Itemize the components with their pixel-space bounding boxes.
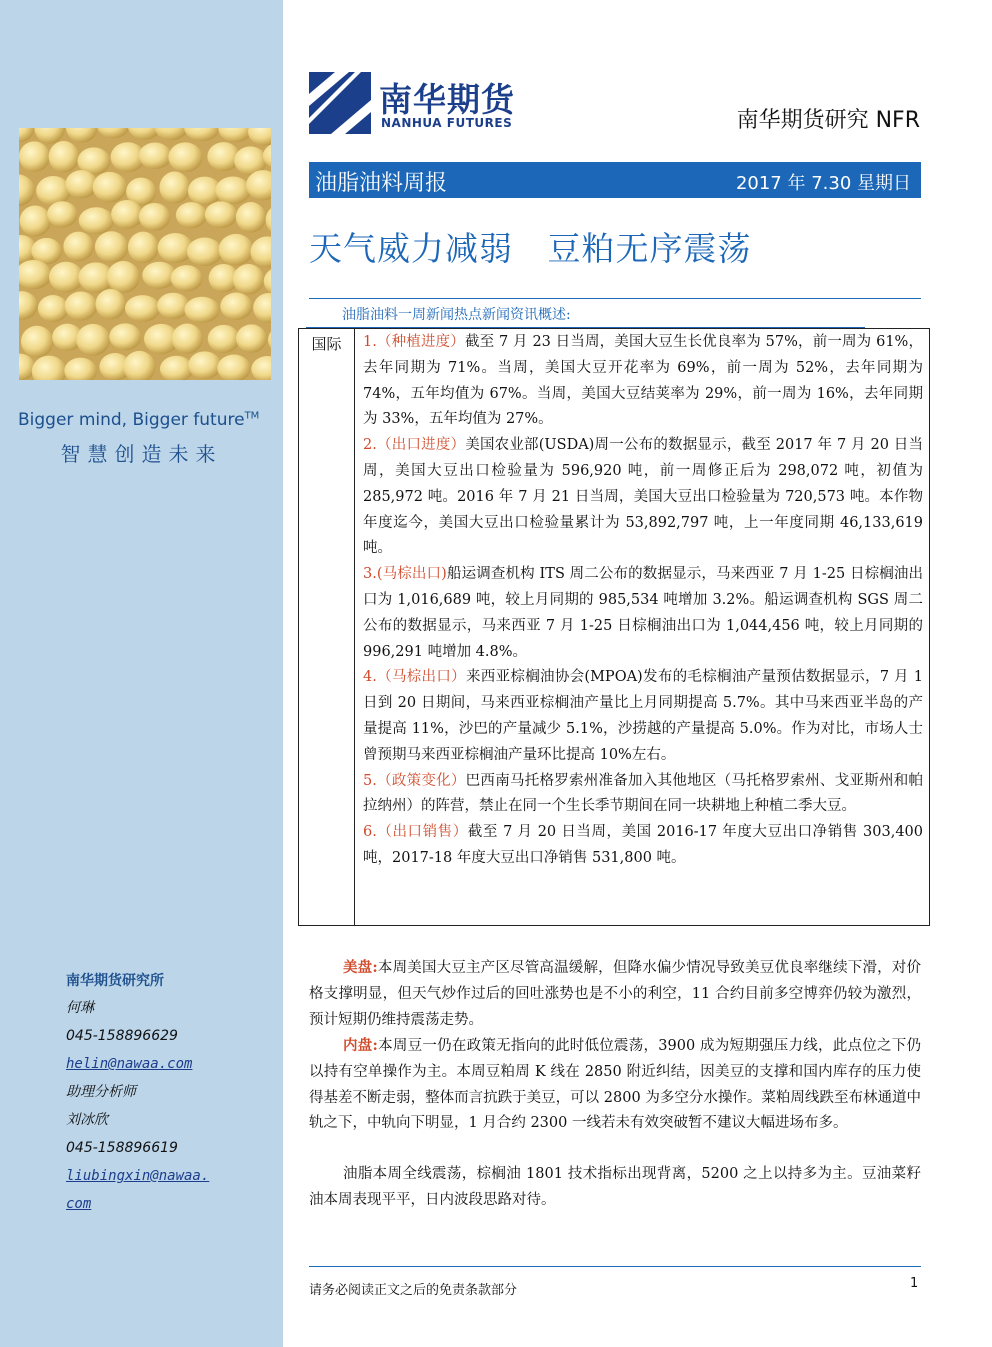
news-item-text: 美国农业部(USDA)周一公布的数据显示，截至 2017 年 7 月 20 日当周，美国大豆出口检验量为 596,920 吨，前一周修正后为 298,072 吨，初值为 285,972 吨。2016 年 7 月 21 日当周，美国大豆出口检验量为 720,573 吨。本作物年度迄今，美国大豆出口检验量累计为 53,892,797 吨，上一年度同期 46,133,619 吨。 — [363, 437, 923, 557]
soybean — [128, 232, 159, 263]
report-headline: 天气威力减弱 豆粕无序震荡 — [309, 229, 752, 268]
soybean — [107, 261, 140, 293]
soybean — [159, 172, 190, 204]
news-item-text: 巴西南马托格罗索州准备加入其他地区（马托格罗索州、戈亚斯州和帕拉纳州）的阵营，禁止在同一个生长季节期间在同一块耕地上种植二季大豆。 — [363, 772, 923, 815]
us-market-text: 本周美国大豆主产区尽管高温缓解，但降水偏少情况导致美豆优良率继续下滑，对价格支撑明显，但天气炒作过后的回吐涨势也是不小的利空，11 合约目前多空博弈仍较为激烈，预计短期仍维持震荡走势。 — [309, 960, 921, 1028]
soybean — [171, 265, 203, 291]
soybean — [215, 177, 250, 205]
soybean — [188, 351, 221, 379]
analyst-name: 何琳 — [66, 1000, 94, 1016]
research-institute-name: 南华期货研究所 — [66, 973, 164, 989]
soybean — [184, 297, 219, 323]
report-date: 2017 年 7.30 星期日 — [735, 173, 911, 194]
news-item-text: 来西亚棕榈油协会(MPOA)发布的毛棕榈油产量预估数据显示，7 月 1 日到 20 日期间，马来西亚棕榈油产量比上月同期提高 5.7%。其中马来西亚半岛的产量提高 11%，沙巴的产量减少 5.1%，沙捞越的产量提高 5.0%。作为对比，市场人士曾预期马来西亚棕榈油产量环比提高 10%左右。 — [363, 669, 923, 763]
soybean — [65, 291, 97, 320]
domestic-market-text: 本周豆一仍在政策无指向的此时低位震荡，3900 成为短期强压力线，此点位之下仍以持有空单操作为主。本周豆粕周 K 线在 2850 附近纠结，因美豆的支撑和国内库存的压力使得基差不断走弱，整体而言抗跌于美豆，可以 2800 为多空分水操作。菜粕周线跌至布林通道中轨之下，中轨向下明显，1 月合约 2300 一线若未有效突破暂不建议大幅进场布多。 — [309, 1038, 921, 1132]
soybean — [63, 232, 93, 262]
assistant-analyst-title: 助理分析师 — [66, 1084, 136, 1100]
soybean — [49, 141, 79, 173]
news-item-tag: 5.（政策变化） — [363, 772, 466, 789]
soybean — [38, 295, 69, 322]
soybean — [20, 205, 51, 236]
analyst-email-link[interactable]: helin@nawaa.com — [66, 1056, 193, 1072]
soybean-image — [19, 128, 271, 380]
domestic-market-paragraph — [309, 1033, 921, 1137]
soybean — [65, 170, 97, 198]
soybean — [111, 200, 143, 229]
assistant-analyst-email-link-cont[interactable]: com — [66, 1196, 92, 1212]
disclaimer-note: 请务必阅读正文之后的免责条款部分 — [309, 1283, 518, 1298]
soybean — [220, 293, 252, 320]
news-item — [363, 562, 923, 665]
region-cell: 国际 — [299, 329, 355, 925]
report-title-bar — [309, 162, 921, 198]
soybean — [95, 231, 128, 262]
soybean — [76, 324, 110, 356]
soybean — [236, 202, 266, 233]
soybean — [49, 262, 84, 293]
page-number: 1 — [910, 1276, 919, 1291]
analyst-contact — [66, 968, 276, 1218]
logo-english-text: NANHUA FUTURES — [381, 116, 513, 130]
news-item-text: 截至 7 月 20 日当周，美国 2016-17 年度大豆出口净销售 303,400 吨，2017-18 年度大豆出口净销售 531,800 吨。 — [363, 824, 923, 866]
news-item-text: 截至 7 月 23 日当周，美国大豆生长优良率为 57%，前一周为 61%，去年同期为 71%。当周，美国大豆开花率为 69%，前一周为 52%，去年同期为 74%，五年均值为 67%。当周，美国大豆结荚率为 29%，前一周为 16%，去年同期为 33%，五年均值为 27%。 — [363, 334, 923, 428]
soybean — [47, 201, 77, 227]
news-item-tag: 4.（马棕出口） — [363, 669, 466, 686]
footer-divider — [309, 1266, 921, 1267]
soybean — [139, 143, 172, 170]
news-item-tag: 6.（出口销售） — [363, 824, 468, 841]
nanhua-logo — [309, 72, 569, 142]
assistant-analyst-phone: 045-158896619 — [66, 1140, 178, 1156]
us-market-label: 美盘: — [343, 959, 378, 976]
soybean — [36, 176, 70, 206]
soybean — [236, 324, 267, 352]
header-divider — [309, 298, 921, 299]
report-type: 油脂油料周报 — [315, 171, 448, 196]
soybean — [168, 142, 202, 172]
assistant-analyst-email-link[interactable]: liubingxin@nawaa. — [66, 1168, 210, 1184]
analyst-phone: 045-158896629 — [66, 1028, 178, 1044]
us-market-paragraph — [309, 955, 921, 1033]
soybean — [139, 203, 170, 231]
soybean — [125, 295, 160, 322]
assistant-analyst-name: 刘冰欣 — [66, 1112, 108, 1128]
oils-paragraph: 油脂本周全线震荡，棕榈油 1801 技术指标出现背离，5200 之上以持多为主。豆油菜籽油本周表现平平，日内波段思路对待。 — [309, 1166, 921, 1208]
soybean — [157, 293, 189, 319]
news-item-tag: 3.(马棕出口) — [363, 566, 447, 583]
news-item — [363, 665, 923, 768]
news-item — [363, 433, 923, 562]
soybean — [233, 264, 264, 294]
soybean — [219, 234, 254, 265]
soybean — [109, 323, 141, 350]
news-summary-table — [298, 328, 930, 926]
institute-title: 南华期货研究 NFR — [736, 108, 920, 133]
news-item — [363, 769, 923, 821]
soybean — [93, 172, 127, 202]
soybean — [176, 202, 207, 228]
sidebar — [0, 0, 283, 1347]
slogan-english: Bigger mind, Bigger future™ — [18, 410, 260, 430]
slogan-chinese: 智慧创造未来 — [60, 442, 223, 466]
soybean — [172, 324, 203, 354]
soybean-photo — [19, 128, 271, 380]
soybean — [79, 207, 114, 234]
news-item-tag: 2.（出口进度） — [363, 437, 466, 454]
soybean — [208, 325, 240, 353]
news-item — [363, 330, 923, 433]
news-item-text: 船运调查机构 ITS 周二公布的数据显示，马来西亚 7 月 1-25 日棕榈油出口为 1,016,689 吨，较上月同期的 985,534 吨增加 3.2%。船运调查机构 SGS 周二公布的数据显示，马来西亚 7 月 1-25 日棕榈油出口为 1,044,456 吨，较上月同期的 996,291 吨增加 4.8%。 — [363, 566, 923, 660]
news-item-tag: 1.（种植进度） — [363, 334, 465, 350]
news-items — [363, 330, 923, 872]
soybean — [205, 201, 237, 228]
news-summary-title: 油脂油料一周新闻热点新闻资讯概述: — [342, 304, 571, 324]
nanhua-logo-icon — [309, 72, 371, 134]
logo-chinese-text: 南华期货 — [379, 80, 515, 119]
soybean — [187, 237, 222, 265]
soybean — [95, 289, 125, 319]
soybean — [19, 141, 50, 172]
domestic-market-label: 内盘: — [343, 1037, 378, 1054]
soybean — [21, 326, 53, 358]
news-item — [363, 820, 923, 872]
